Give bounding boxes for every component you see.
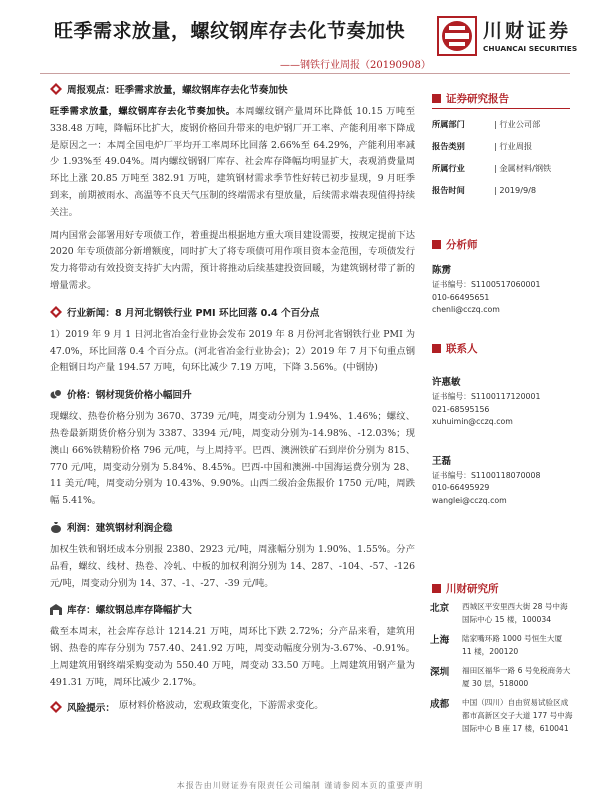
risk-label: 风险提示： <box>67 702 115 714</box>
main-column <box>50 80 415 722</box>
logo-name-en: CHUANCAI SECURITIES <box>483 44 578 53</box>
analyst-email[interactable]: chenli@cczq.com <box>432 305 500 314</box>
red-square-icon <box>432 240 441 249</box>
office-city: 深圳 <box>430 667 450 678</box>
section-risk-head <box>50 698 415 716</box>
contact-phone: 010-66495929 <box>432 483 490 492</box>
risk-text: 原材料价格波动，宏观政策变化，下游需求变化。 <box>118 700 324 712</box>
contact-cert: 证书编号：S1100118070008 <box>432 470 541 480</box>
analyst-title: 分析师 <box>446 238 478 251</box>
header-rule <box>40 73 570 74</box>
office-city: 成都 <box>430 699 450 710</box>
report-info-row <box>432 135 580 157</box>
office-item <box>430 600 580 626</box>
report-info-value: | 行业周报 <box>494 140 533 151</box>
analyst-phone: 010-66495651 <box>432 292 490 302</box>
news-paragraph: 1）2019 年 9 月 1 日河北省冶金行业协会发布 2019 年 8 月份河北省钢铁行业 PMI 为 47.0%，环比回落 0.4 个百分点。(河北省冶金行业协会)；2）2019 年 7 月下旬重点钢企粗钢日均产量 194.57 万吨，旬环比减少 7.19 万吨，下降 3.56%。(中钢协) <box>50 328 415 374</box>
report-info-row <box>432 157 580 179</box>
contact-phone: 021-68595156 <box>432 404 490 414</box>
report-info-key: 报告时间 <box>432 184 465 195</box>
report-info-row <box>432 179 580 201</box>
section-profit-title: 利润：建筑钢材利润企稳 <box>67 522 173 534</box>
viewpoint-paragraph-1 <box>50 104 415 222</box>
chuancai-logo-icon <box>437 16 477 56</box>
office-address: 陆家嘴环路 1000 号恒生大厦 11 楼，200120 <box>462 634 563 656</box>
section-inventory-title: 库存：螺纹钢总库存降幅扩大 <box>67 605 192 617</box>
contacts-title: 联系人 <box>446 342 478 355</box>
report-subtitle: ——钢铁行业周报（20190908） <box>280 60 431 71</box>
contact-email[interactable]: wanglei@cczq.com <box>432 495 507 505</box>
office-city: 北京 <box>430 603 450 614</box>
sidebar-research <box>432 580 580 741</box>
contact-cert: 证书编号：S1100117120001 <box>432 392 541 401</box>
contact-card <box>432 453 580 508</box>
coins-icon <box>50 388 62 400</box>
sidebar-contacts <box>432 340 580 507</box>
section-inventory-head <box>50 600 415 618</box>
sidebar-analyst <box>432 236 580 317</box>
sidebar-report-info <box>432 90 580 201</box>
section-price-title: 价格：钢材现货价格小幅回升 <box>67 390 192 402</box>
contact-name: 王磊 <box>432 455 452 467</box>
office-city: 上海 <box>430 635 450 646</box>
contacts-head <box>432 340 580 356</box>
price-paragraph: 现螺纹、热卷价格分别为 3670、3739 元/吨，周变动分别为 1.94%、1.46%；螺纹、热卷最新期货价格分别为 3387、3394 元/吨，周变动分别为-14.98%、-12.03%；现澳山 66%铁精粉价格 796 元/吨，与上周持平。巴西、澳洲铁矿石到岸价分别为 815、770 元/吨，周变动分别为 5.84%、8.45%。巴西-中国和澳洲-中国海运费分别为 28、11 美元/吨，周变动分别为 10.43%、9.90%。山西二级冶金焦报价 1750 元/吨，周跌幅 5.41%。 <box>50 411 415 507</box>
report-info-key: 所属行业 <box>432 162 465 173</box>
report-info-head <box>432 90 580 106</box>
section-viewpoint-head <box>50 80 415 98</box>
research-head <box>432 580 580 596</box>
inventory-paragraph: 截至本周末，社会库存总计 1214.21 万吨，周环比下跌 2.72%；分产品来看，建筑用钢、热卷的库存分别为 757.40、241.92 万吨，周变动幅度分别为-3.67%、-0.91%。上周建筑用钢终端采购变动为 550.40 万吨，周变动 33.50 万吨。上周建筑用钢产量为 491.31 万吨，周环比减少 2.17%。 <box>50 626 415 688</box>
company-logo <box>437 12 577 62</box>
contact-name: 许惠敏 <box>432 377 461 388</box>
report-title: 旺季需求放量，螺纹钢库存去化节奏加快 <box>54 20 406 42</box>
report-info-key: 所属部门 <box>432 118 465 129</box>
red-square-icon <box>432 344 441 353</box>
section-price-head <box>50 385 415 403</box>
research-title: 川财研究所 <box>446 582 499 595</box>
diamond-icon <box>50 701 62 713</box>
office-item <box>430 664 580 690</box>
diamond-icon <box>50 83 62 95</box>
viewpoint-paragraph-2: 周内国常会部署用好专项债工作，着重提出根据地方重大项目建设需要，按规定提前下达 2020 年专项债部分新增额度，同时扩大了将专项债可用作项目资本金范围，专项债发行发力将带动有效投资支持扩大内需，预计将推动后续基建投资回暖，为建筑钢材带了新的增量需求。 <box>50 229 415 291</box>
section-news-title: 行业新闻：8 月河北钢铁行业 PMI 环比回落 0.4 个百分点 <box>67 307 320 319</box>
page-footer: 本报告由川财证券有限责任公司编制 谨请参阅本页的重要声明 <box>176 781 424 790</box>
analyst-head <box>432 236 580 252</box>
office-address: 西城区平安里西大街 28 号中海国际中心 15 楼，100034 <box>462 602 568 624</box>
diamond-icon <box>50 306 62 318</box>
contact-email[interactable]: xuhuimin@cczq.com <box>432 417 513 426</box>
viewpoint-body: 本周螺纹钢产量周环比降低 10.15 万吨至 338.48 万吨，降幅环比扩大，废钢价格回升带来的电炉钢厂开工率、产能利用率下降成是原因之一：本周全国电炉厂平均开工率周环比回落 2.66%至 64.29%，产能利用率减少 1.93%至 49.04%。周内螺纹钢钢厂库存、社会库存降幅均明显扩大，表观消费量周环比上涨 20.85 万吨至 382.91 万吨，建筑钢材需求季节性好转已初步显现，9 月旺季到来，前期被雨水、高温等不良天气压制的终端需求有望放量，后续需求端表现值得持续关注。 <box>50 106 415 218</box>
logo-name-cn: 川财证券 <box>483 20 572 42</box>
red-square-icon <box>432 584 441 593</box>
red-square-icon <box>432 94 441 103</box>
office-address: 中国（四川）自由贸易试验区成都市高新区交子大道 177 号中海国际中心 B 座 17 楼，610041 <box>462 698 573 733</box>
report-info-value: | 金属材料/钢铁 <box>494 162 552 173</box>
section-news-head <box>50 303 415 321</box>
office-item <box>430 696 580 735</box>
report-info-title: 证券研究报告 <box>446 92 509 105</box>
section-profit-head <box>50 518 415 536</box>
report-info-row <box>432 113 580 135</box>
analyst-name: 陈雳 <box>432 265 452 276</box>
report-info-value: | 2019/9/8 <box>494 185 537 195</box>
analyst-card <box>432 262 580 317</box>
report-info-key: 报告类别 <box>432 140 465 151</box>
contact-card <box>432 374 580 429</box>
report-info-value: | 行业公司部 <box>494 118 541 129</box>
warehouse-icon <box>50 603 62 615</box>
viewpoint-lead: 旺季需求放量，螺纹钢库存去化节奏加快。 <box>50 106 236 117</box>
analyst-cert: 证书编号：S1100517060001 <box>432 280 541 289</box>
section-viewpoint-title: 周报观点：旺季需求放量，螺纹钢库存去化节奏加快 <box>67 85 288 96</box>
profit-paragraph: 加权生铁和钢坯成本分别报 2380、2923 元/吨，周涨幅分别为 1.90%、1.55%。分产品看，螺纹、线材、热卷、冷轧、中板的加权利润分别为 14、287、-104、-57、-126 元/吨，周变动分别为 14、37、-1、-27、-39 元/吨。 <box>50 543 415 589</box>
office-item <box>430 632 580 658</box>
report-info-rule <box>432 108 570 109</box>
office-address: 福田区福华一路 6 号免税商务大厦 30 层，518000 <box>462 666 571 688</box>
money-bag-icon <box>50 521 62 533</box>
